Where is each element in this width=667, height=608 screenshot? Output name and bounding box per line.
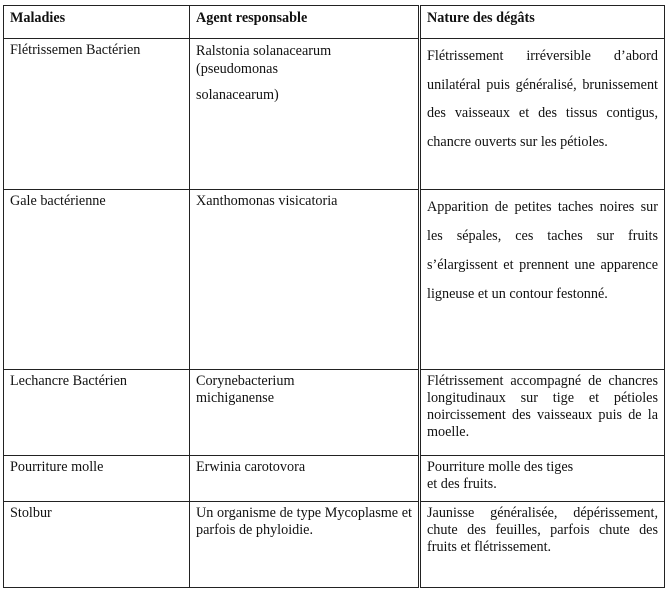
- cell-maladie: Lechancre Bactérien: [4, 370, 190, 456]
- cell-degats: Jaunisse généralisée, dépérissement, chute des feuilles, parfois chute des fruits et flétrissement.: [420, 502, 665, 588]
- cell-degats: [420, 456, 665, 502]
- table-row: [4, 39, 665, 190]
- table-row: [4, 502, 665, 588]
- diseases-table: [3, 5, 665, 588]
- cell-maladie: Stolbur: [4, 502, 190, 588]
- agent-line: Ralstonia solanacearum: [196, 43, 332, 59]
- degats-line: Pourriture molle des tiges: [427, 459, 574, 475]
- cell-agent: [190, 370, 420, 456]
- cell-degats: Flétrissement accompagné de chancres longitudinaux sur tige et pétioles noircissement des vaisseaux puis de la moelle.: [420, 370, 665, 456]
- table-row: [4, 190, 665, 370]
- cell-agent: [190, 39, 420, 190]
- header-agent: Agent responsable: [190, 6, 420, 39]
- agent-line: (pseudomonas: [196, 61, 278, 77]
- cell-agent: Erwinia carotovora: [190, 456, 420, 502]
- agent-line: solanacearum): [196, 87, 279, 103]
- cell-degats: Apparition de petites taches noires sur les sépales, ces taches sur fruits s’élargissent et prennent une apparence ligneuse et un contour festonné.: [420, 190, 665, 370]
- cell-maladie: Pourriture molle: [4, 456, 190, 502]
- cell-degats: Flétrissement irréversible d’abord unilatéral puis généralisé, brunissement des vaisseaux et des tissus contigus, chancre ouverts sur les pétioles.: [420, 39, 665, 190]
- cell-agent: Un organisme de type Mycoplasme et parfois de phyloidie.: [190, 502, 420, 588]
- cell-maladie: Flétrissemen Bactérien: [4, 39, 190, 190]
- table-header-row: [4, 6, 665, 39]
- agent-line: michiganense: [196, 390, 275, 406]
- table-row: [4, 370, 665, 456]
- degats-line: et des fruits.: [427, 476, 497, 492]
- cell-agent: Xanthomonas visicatoria: [190, 190, 420, 370]
- cell-maladie: Gale bactérienne: [4, 190, 190, 370]
- table-row: [4, 456, 665, 502]
- header-maladies: Maladies: [4, 6, 190, 39]
- agent-line: Corynebacterium: [196, 373, 295, 389]
- header-degats: Nature des dégâts: [420, 6, 665, 39]
